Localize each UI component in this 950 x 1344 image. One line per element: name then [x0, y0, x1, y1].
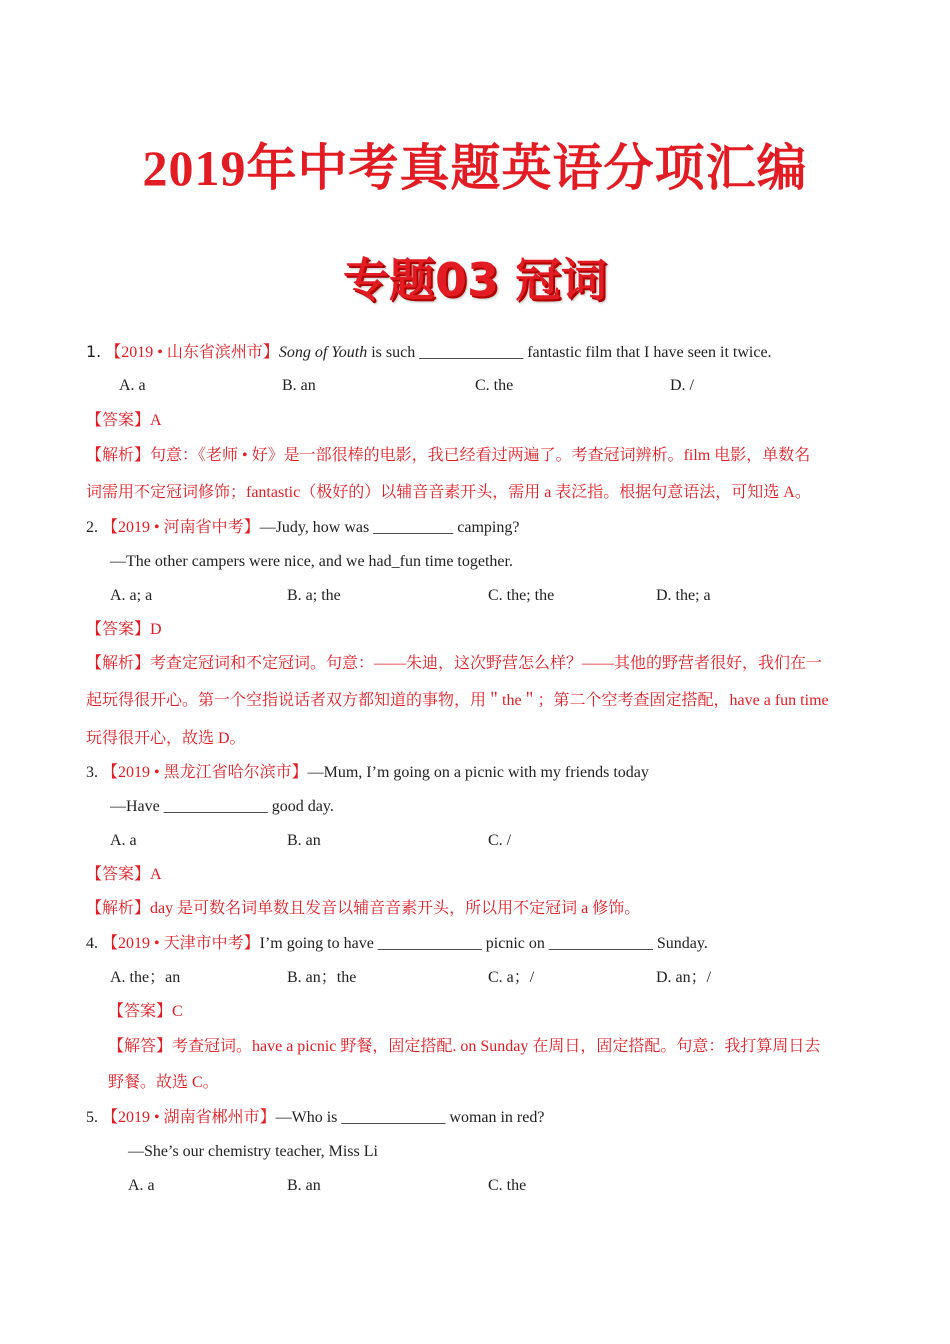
option-c: C. the; the: [488, 587, 555, 604]
question-2: [86, 518, 519, 538]
question-4: [86, 934, 708, 954]
question-text-reply: —She’s our chemistry teacher, Miss Li: [128, 1143, 378, 1160]
question-source-tag: 【2019 • 黑龙江省哈尔滨市】: [102, 764, 308, 781]
page-subtitle: 专题03 冠词: [342, 253, 608, 307]
analysis-line: 【解析】考查定冠词和不定冠词。句意：——朱迪，这次野营怎么样？——其他的野营者很好，我们在一: [86, 655, 823, 672]
option-a: A. a: [110, 832, 137, 849]
option-d: D. an；/: [656, 969, 712, 986]
question-text-reply: —The other campers were nice, and we had_fun time together.: [110, 553, 513, 570]
question-text-italic: Song of Youth: [278, 344, 368, 361]
question-number: 1.: [86, 342, 102, 361]
analysis-line: 词需用不定冠词修饰；fantastic（极好的）以辅音音素开头，需用 a 表泛指。根据句意语法，可知选 A。: [86, 484, 811, 501]
option-c: C. /: [488, 832, 512, 849]
option-a: A. a: [128, 1177, 155, 1194]
question-text: is such _____________ fantastic film that I have seen it twice.: [367, 344, 772, 361]
analysis-line: 【解答】考查冠词。have a picnic 野餐，固定搭配. on Sunday 在周日，固定搭配。句意：我打算周日去: [108, 1038, 821, 1055]
question-1: [86, 342, 772, 363]
analysis-line: 起玩得很开心。第一个空指说话者双方都知道的事物，用＂the＂；第二个空考查固定搭配，have a fun time: [86, 692, 829, 709]
option-d: D. the; a: [656, 587, 711, 604]
option-a: A. a: [119, 377, 146, 394]
analysis-line: 【解析】句意：《老师 • 好》是一部很棒的电影，我已经看过两遍了。考查冠词辨析。film 电影，单数名: [86, 447, 811, 464]
option-c: C. a；/: [488, 969, 535, 986]
option-c: C. the: [488, 1177, 527, 1194]
question-text: —Who is _____________ woman in red?: [275, 1109, 545, 1126]
option-c: C. the: [475, 377, 514, 394]
analysis-line: 玩得很开心，故选 D。: [86, 730, 246, 747]
question-source-tag: 【2019 • 河南省中考】: [102, 519, 260, 536]
option-b: B. an: [282, 377, 316, 394]
option-b: B. an；the: [287, 969, 357, 986]
question-number: 2.: [86, 519, 98, 536]
answer: 【答案】A: [86, 412, 162, 429]
question-source-tag: 【2019 • 山东省滨州市】: [105, 344, 279, 361]
option-b: B. an: [287, 832, 321, 849]
analysis-line: 【解析】day 是可数名词单数且发音以辅音音素开头，所以用不定冠词 a 修饰。: [86, 900, 641, 917]
analysis-line: 野餐。故选 C。: [108, 1074, 219, 1091]
question-number: 4.: [86, 935, 98, 952]
answer: 【答案】A: [86, 866, 162, 883]
question-3: [86, 763, 649, 783]
option-a: A. a; a: [110, 587, 153, 604]
option-a: A. the；an: [110, 969, 181, 986]
answer: 【答案】D: [86, 621, 162, 638]
question-number: 5.: [86, 1109, 98, 1126]
question-text: I’m going to have _____________ picnic on _____________ Sunday.: [259, 935, 708, 952]
option-d: D. /: [670, 377, 694, 394]
question-source-tag: 【2019 • 天津市中考】: [102, 935, 260, 952]
answer: 【答案】C: [108, 1003, 183, 1020]
option-b: B. an: [287, 1177, 321, 1194]
question-5: [86, 1108, 544, 1128]
question-text: —Mum, I’m going on a picnic with my friends today: [307, 764, 649, 781]
question-text-reply: —Have _____________ good day.: [110, 798, 334, 815]
option-b: B. a; the: [287, 587, 341, 604]
page-title: 2019年中考真题英语分项汇编: [142, 140, 808, 196]
question-text: —Judy, how was __________ camping?: [259, 519, 520, 536]
question-source-tag: 【2019 • 湖南省郴州市】: [102, 1109, 276, 1126]
question-number: 3.: [86, 764, 98, 781]
